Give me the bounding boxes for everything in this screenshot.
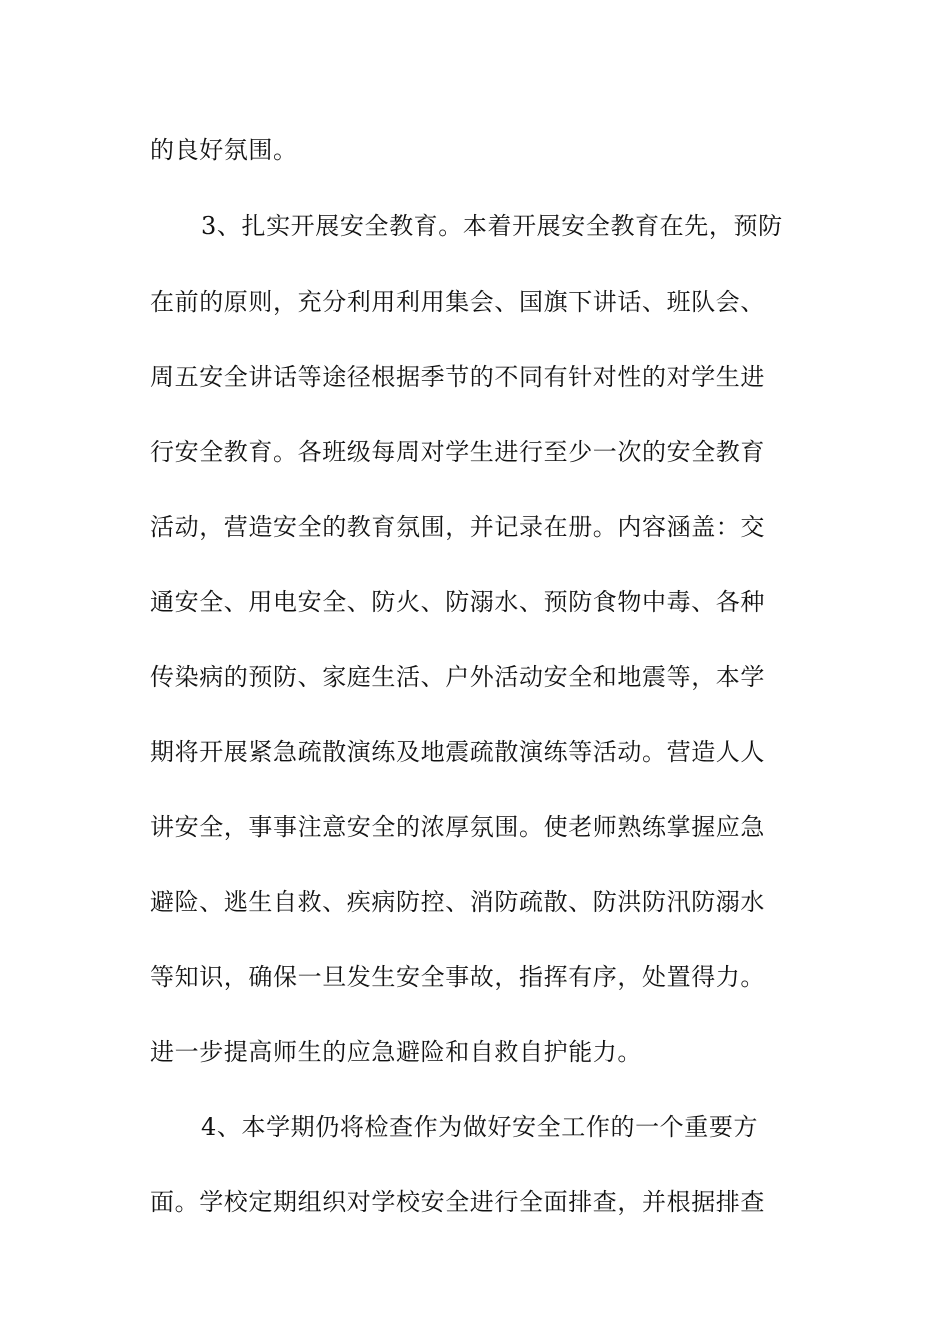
text-line-9: 期将开展紧急疏散演练及地震疏散演练等活动。营造人人 — [150, 738, 765, 766]
text-line-8: 传染病的预防、家庭生活、户外活动安全和地震等，本学 — [150, 663, 765, 691]
text-line-12: 等知识，确保一旦发生安全事故，指挥有序，处置得力。 — [150, 963, 765, 991]
text-line-5: 行安全教育。各班级每周对学生进行至少一次的安全教育 — [150, 438, 765, 466]
paragraph-3-heading-line: 3、扎实开展安全教育。本着开展安全教育在先，预防 — [201, 212, 783, 240]
text-line-4: 周五安全讲话等途径根据季节的不同有针对性的对学生进 — [150, 363, 765, 391]
text-line-10: 讲安全，事事注意安全的浓厚氛围。使老师熟练掌握应急 — [150, 813, 765, 841]
text-line-13: 进一步提高师生的应急避险和自救自护能力。 — [150, 1038, 642, 1066]
text-line-11: 避险、逃生自救、疾病防控、消防疏散、防洪防汛防溺水 — [150, 888, 765, 916]
text-line-1: 的良好氛围。 — [150, 136, 298, 164]
paragraph-4-heading-line: 4、本学期仍将检查作为做好安全工作的一个重要方 — [201, 1113, 759, 1141]
text-line-7: 通安全、用电安全、防火、防溺水、预防食物中毒、各种 — [150, 588, 765, 616]
text-line-6: 活动，营造安全的教育氛围，并记录在册。内容涵盖：交 — [150, 513, 765, 541]
text-line-3: 在前的原则，充分利用利用集会、国旗下讲话、班队会、 — [150, 288, 765, 316]
text-line-15: 面。学校定期组织对学校安全进行全面排查，并根据排查 — [150, 1188, 765, 1216]
